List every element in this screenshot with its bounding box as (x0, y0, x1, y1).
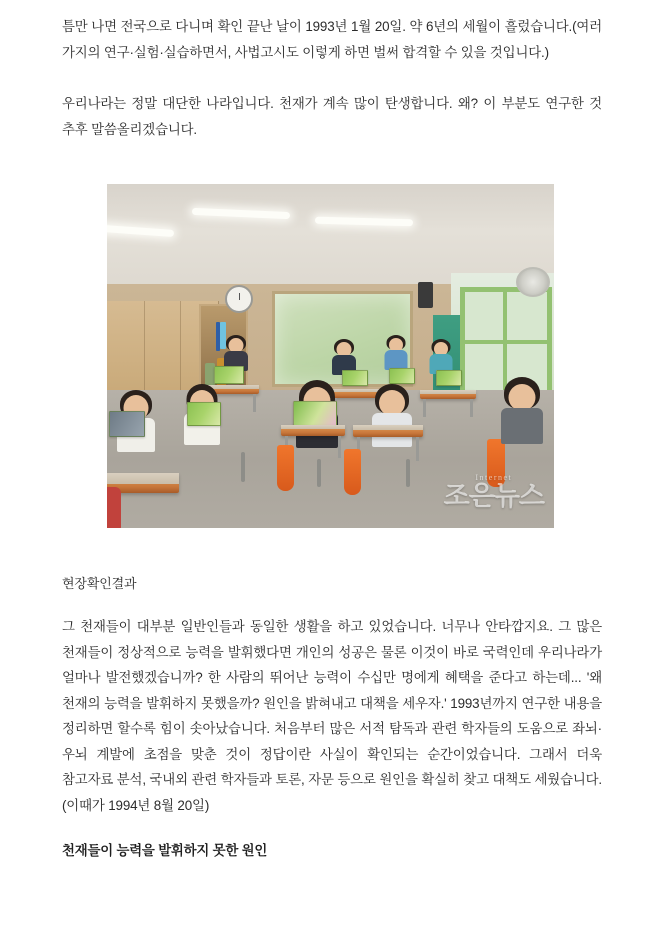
top-text-block (62, 14, 602, 142)
student (429, 339, 453, 371)
book (342, 370, 368, 386)
student (331, 339, 357, 371)
book (214, 366, 244, 384)
watermark-small-text: Internet (475, 473, 513, 482)
speaker-icon (418, 282, 433, 308)
classroom-photo-figure (107, 184, 554, 528)
student (223, 335, 249, 369)
student (384, 335, 408, 367)
book (187, 402, 221, 426)
school-bag (277, 445, 294, 491)
wall-fan-icon (516, 267, 550, 297)
desk (420, 390, 476, 399)
body-paragraph: 그 천재들이 대부분 일반인들과 동일한 생활을 하고 있었습니다. 너무나 안타깝지요. 그 많은 천재들이 정상적으로 능력을 발휘했다면 개인의 성공은 물론 이것이 바로 국력인데 우리나라가 얼마나 발전했겠습니까? 한 사람의 뛰어난 능력이 수십만 명에게 혜택을 준다고 하는데... '왜 천재의 능력을 발휘하지 못했을까? 원인을 밝혀내고 대책을 세우자.' 1993년까지 연구한 내용을 정리하면 할수록 힘이 솟아났습니다. 처음부터 많은 서적 탐독과 관련 학자들의 도움으로 좌뇌·우뇌 계발에 초점을 맞춘 것이 정답이란 사실이 확인되는 순간이었습니다. 그래서 더욱 참고자료 분석, 국내외 관련 학자들과 토론, 자문 등으로 원인을 확실히 찾고 대책도 세웠습니다.(이때가 1994년 8월 20일) (62, 619, 602, 813)
paragraph-2: 우리나라는 정말 대단한 나라입니다. 천재가 계속 많이 탄생합니다. 왜? 이 부분도 연구한 것 추후 말씀올리겠습니다. (62, 96, 602, 137)
book (389, 368, 415, 384)
desk (281, 425, 345, 436)
school-bag (487, 439, 505, 487)
student-foreground (107, 487, 122, 528)
book (293, 401, 337, 428)
book (109, 411, 145, 437)
student (500, 377, 544, 437)
figure-caption: 현장확인결과 (62, 576, 137, 591)
desk (353, 425, 423, 437)
ceiling (107, 184, 554, 287)
chair (317, 459, 321, 487)
paragraph-1: 틈만 나면 전국으로 다니며 확인 끝난 날이 1993년 1월 20일. 약 6년의 세월이 흘렀습니다.(여러 가지의 연구·실험·실습하면서, 사법고시도 이렇게 하면 벌써 합격할 수 있을 것입니다.) (62, 19, 602, 60)
paragraph-spacer (62, 65, 602, 91)
chair (406, 459, 410, 487)
section-heading: 천재들이 능력을 발휘하지 못한 원인 (62, 843, 268, 858)
classroom-photo (107, 184, 554, 528)
school-bag (344, 449, 361, 495)
watermark-brand-text: 조은뉴스 (443, 481, 544, 511)
chair (241, 452, 245, 482)
body-text-block (62, 614, 602, 818)
book (436, 370, 462, 386)
